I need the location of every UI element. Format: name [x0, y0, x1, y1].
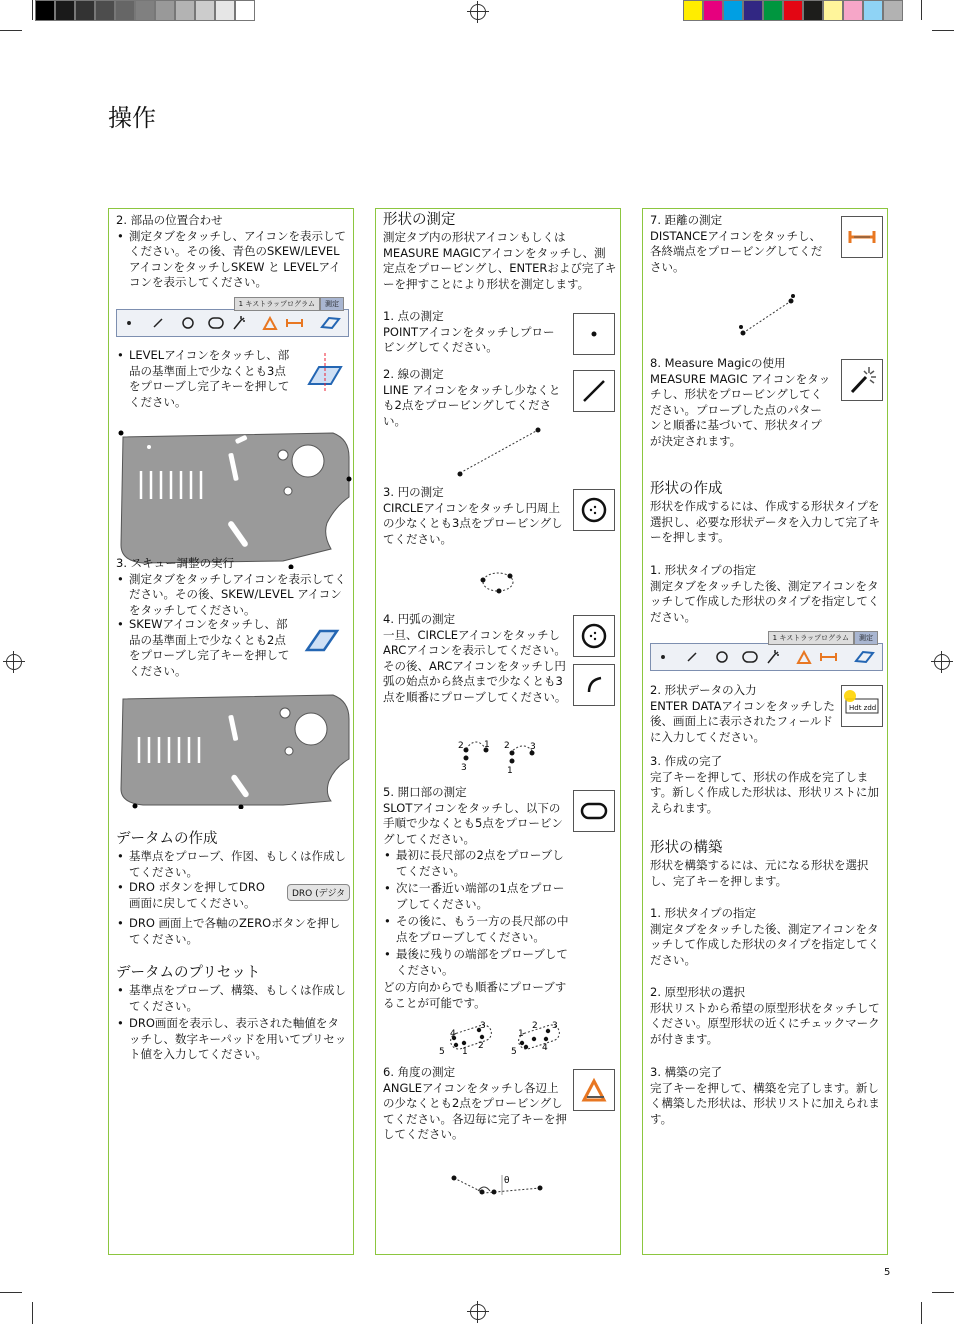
registration-mark-top: [470, 4, 486, 20]
step-text: MEASURE MAGIC アイコンをタッチし、形状をプロービングしてください。プローブした点のパターンと順番に基づいて、形状タイプが決定されます。: [650, 371, 831, 448]
step-title: 2. 形状データの入力: [650, 683, 757, 697]
bullet-text: • DRO画面を表示し、表示された軸値をタッチし、数字キーパッドを用いてプリセット値を入力してください。: [129, 1016, 348, 1063]
step-note: どの方向からでも順番にプローブすることが可能です。: [383, 980, 567, 1010]
point-icon-box: [573, 313, 615, 355]
step-text: CIRCLEアイコンをタッチし円周上の少なくとも3点をプロービングしてください。: [383, 500, 563, 546]
circle-icon: [717, 652, 727, 662]
measure-toolbar: [116, 300, 349, 337]
registration-mark-left: [6, 654, 22, 670]
line-icon: [154, 319, 162, 327]
arc-probe-diagram: [454, 735, 564, 777]
grayscale-calibration-bar: [35, 0, 255, 21]
step-title: 3. 作成の完了: [650, 754, 723, 768]
step-text: 一旦、CIRCLEアイコンをタッチしARCアイコンを表示してください。その後、ARCアイコンをタッチし円弧の始点から終点まで少なくとも3点を順番にプローブしてください。: [383, 627, 567, 704]
arc-label: 1: [484, 740, 490, 750]
tab-setup[interactable]: 1 キストラップログラム: [234, 297, 320, 311]
column-3: [642, 208, 888, 1255]
step-text: 完了キーを押して、形状の作成を完了します。新しく作成した形状は、形状リストに加えられます。: [650, 769, 879, 815]
enter-data-icon: [842, 686, 882, 726]
bullet-text: • 測定タブをタッチし、アイコンを表示してください。その後、青色のSKEW/LEVELアイコンをタッチしSKEW と LEVELアイコンを表示してください。: [129, 229, 348, 291]
bullet-text: • 最初に長尺部の2点をプローブしてください。: [396, 848, 569, 879]
arc-icon: [574, 665, 614, 705]
bullet-text: • LEVELアイコンをタッチし、部品の基準面上で少なくとも3点をプローブし完了キーを押してください。: [129, 348, 291, 410]
angle-symbol: θ: [504, 1176, 510, 1186]
step-title: 1. 点の測定: [383, 309, 444, 323]
crop-mark: [932, 30, 954, 31]
measure-toolbar: [650, 634, 883, 671]
magic-wand-icon: [842, 360, 882, 400]
bullet-text: • 次に一番近い端部の1点をプローブしてください。: [396, 881, 569, 912]
step-title: 1. 形状タイプの指定: [650, 906, 757, 920]
slot-label: 4: [542, 1043, 548, 1053]
dro-button[interactable]: DRO (デジタ: [287, 884, 350, 901]
step-title: 3. 構築の完了: [650, 1065, 723, 1079]
circle-icon: [574, 616, 614, 656]
line-probe-diagram: [446, 421, 556, 481]
arc-label: 2: [504, 741, 510, 751]
column-2: [375, 208, 621, 1255]
bullet-text: • 最後に残りの端部をプローブしてください。: [396, 947, 569, 978]
bullet-text: • その後に、もう一方の長尺部の中点をプローブしてください。: [396, 914, 569, 945]
circle-icon-box: [573, 615, 615, 657]
slot-icon-box: [573, 790, 615, 832]
line-icon: [688, 653, 696, 661]
page-title: 操作: [108, 104, 156, 132]
part-illustration-level: [113, 427, 353, 569]
bullet-text: • 基準点をプローブ、作図、もしくは作成してください。: [129, 849, 348, 880]
step-title: 5. 開口部の測定: [383, 785, 467, 799]
point-icon: [662, 656, 664, 658]
skew-icon: [301, 623, 343, 657]
angle-icon: [264, 318, 276, 329]
crop-mark: [32, 0, 33, 20]
slot-label: 3: [480, 1021, 486, 1031]
angle-icon: [798, 652, 810, 663]
slot-label: 5: [511, 1047, 517, 1057]
angle-probe-diagram: [446, 1169, 556, 1205]
intro-text: 形状を構築するには、元になる形状を選択し、完了キーを押します。: [650, 858, 869, 888]
angle-icon: [574, 1070, 614, 1110]
level-icon: [301, 349, 347, 393]
slot-icon: [209, 318, 223, 328]
step-title: 6. 角度の測定: [383, 1065, 456, 1079]
step-text: 測定タブをタッチした後、測定アイコンをタッチして作成した形状のタイプを指定してください。: [650, 921, 880, 967]
slot-probe-diagram: [434, 1017, 574, 1059]
step-text: DISTANCEアイコンをタッチし、各終端点をプロービングしてください。: [650, 228, 823, 274]
section-heading: データムの作成: [116, 831, 218, 847]
step-text: ENTER DATAアイコンをタッチした後、画面上に表示されたフィールドに入力してください。: [650, 698, 835, 744]
tab-measure[interactable]: 測定: [320, 297, 344, 311]
magic-icon: [768, 650, 779, 663]
enter-data-icon-box: [841, 685, 883, 727]
intro-text: 測定タブ内の形状アイコンもしくはMEASURE MAGICアイコンをタッチし、測定点をプロービングし、ENTERおよび完了キーを押すことにより形状を測定します。: [383, 230, 617, 291]
slot-label: 2: [532, 1021, 538, 1031]
arc-label: 2: [458, 741, 464, 751]
tab-measure[interactable]: 測定: [854, 631, 878, 645]
tab-setup[interactable]: 1 キストラップログラム: [768, 631, 854, 645]
slot-label: 5: [439, 1047, 445, 1057]
slot-label: 4: [450, 1029, 456, 1039]
slot-label: 3: [552, 1021, 558, 1031]
section-heading: データムのプリセット: [116, 965, 261, 981]
slot-label: 1: [518, 1029, 524, 1039]
registration-mark-right: [934, 654, 950, 670]
crop-mark: [921, 0, 922, 20]
bullet-text: • 基準点をプローブ、構築、もしくは作成してください。: [129, 983, 348, 1014]
step-title: 4. 円弧の測定: [383, 612, 456, 626]
slot-icon: [574, 791, 614, 831]
page-number: 5: [884, 1267, 891, 1278]
bullet-text: • DRO 画面上で各軸のZEROボタンを押してください。: [129, 916, 348, 947]
step-text: 完了キーを押して、構築を完了します。新しく構築した形状は、形状リストに加えられます。: [650, 1080, 880, 1126]
distance-icon: [842, 217, 882, 257]
distance-icon-box: [841, 216, 883, 258]
arc-icon-box: [573, 664, 615, 706]
arc-label: 1: [507, 766, 513, 776]
step-text: ANGLEアイコンをタッチし各辺上の少なくとも2点をプロービングしてください。各辺毎に完了キーを押してください。: [383, 1080, 567, 1141]
section-heading: 形状の構築: [650, 840, 723, 856]
line-icon-box: [573, 370, 615, 412]
intro-text: 形状を作成するには、作成する形状タイプを選択し、必要な形状データを入力して完了キーを押します。: [650, 499, 880, 544]
toolbar-icons: [651, 644, 882, 670]
measure-magic-icon-box: [841, 359, 883, 401]
section-heading: 形状の作成: [650, 481, 723, 497]
step-title: 7. 距離の測定: [650, 213, 723, 227]
step-text: LINE アイコンをタッチし少なくとも2点をプロービングしてください。: [383, 382, 561, 428]
section-heading: 形状の測定: [383, 212, 456, 228]
step-title: 2. 原型形状の選択: [650, 985, 746, 999]
circle-probe-diagram: [476, 567, 520, 597]
step-text: 測定タブをタッチした後、測定アイコンをタッチして作成した形状のタイプを指定してください。: [650, 578, 880, 624]
circle-icon-box: [573, 489, 615, 531]
distance-icon: [821, 653, 836, 661]
circle-icon: [574, 490, 614, 530]
enter-data-label: Hdt zdd: [849, 704, 877, 712]
distance-probe-diagram: [731, 291, 801, 341]
distance-icon: [287, 319, 302, 327]
skew-level-icon: [856, 652, 873, 662]
line-icon: [574, 371, 614, 411]
step-title: 2. 線の測定: [383, 367, 444, 381]
section-title: 3. スキュー調整の実行: [116, 556, 235, 570]
magic-icon: [234, 316, 245, 329]
section-title: 2. 部品の位置合わせ: [116, 213, 223, 227]
bullet-text: • SKEWアイコンをタッチし、部品の基準面上で少なくとも2点をプローブし完了キーを押してください。: [129, 617, 291, 679]
arc-label: 3: [461, 763, 467, 773]
crop-mark: [921, 1302, 922, 1324]
skew-level-icon: [322, 318, 339, 328]
slot-label: 1: [462, 1047, 468, 1057]
circle-icon: [183, 318, 193, 328]
color-calibration-bar: [683, 0, 903, 21]
part-illustration-skew: [113, 689, 353, 809]
point-icon: [128, 322, 130, 324]
registration-mark-bottom: [470, 1304, 486, 1320]
crop-mark: [32, 1302, 33, 1324]
step-text: 形状リストから希望の原型形状をタッチしてください。原型形状の近くにチェックマークが付きます。: [650, 1000, 880, 1046]
slot-icon: [743, 652, 757, 662]
bullet-text: • 測定タブをタッチしアイコンを表示してください。その後、SKEW/LEVEL アイコンをタッチしてください。: [129, 572, 348, 619]
point-icon: [574, 314, 614, 354]
crop-mark: [932, 1292, 954, 1293]
step-text: SLOTアイコンをタッチし、以下の手順で少なくとも5点をプロービングしてください。: [383, 800, 563, 846]
crop-mark: [0, 30, 22, 31]
arc-label: 3: [530, 742, 536, 752]
step-title: 8. Measure Magicの使用: [650, 356, 786, 370]
crop-mark: [0, 1292, 22, 1293]
bullet-text: • DRO ボタンを押してDRO画面に戻してください。: [129, 880, 266, 911]
column-1: [108, 208, 354, 1255]
step-text: POINTアイコンをタッチしプロービングしてください。: [383, 324, 555, 354]
angle-icon-box: [573, 1069, 615, 1111]
toolbar-icons: [117, 310, 348, 336]
step-title: 3. 円の測定: [383, 485, 444, 499]
slot-label: 2: [478, 1041, 484, 1051]
step-title: 1. 形状タイプの指定: [650, 563, 757, 577]
